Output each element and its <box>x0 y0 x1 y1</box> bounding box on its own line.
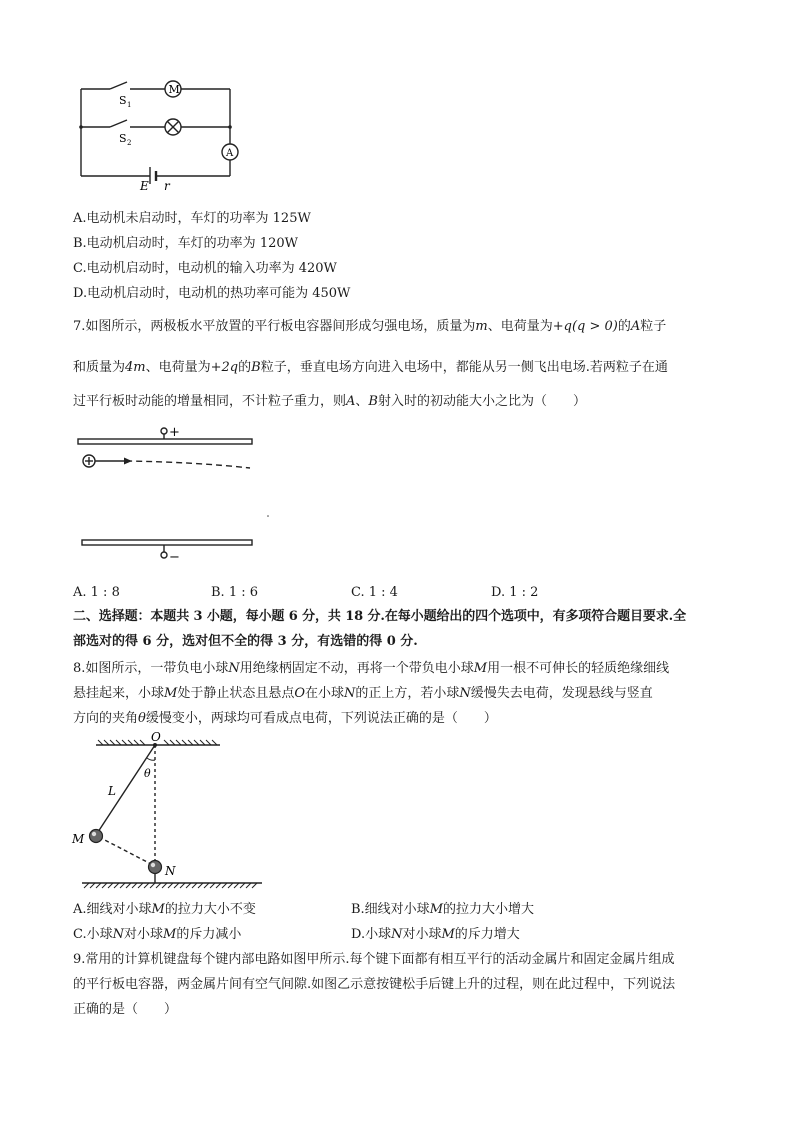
q6-option-c: C.电动机启动时，电动机的输入功率为 420W <box>73 261 337 276</box>
q6-option-d: D.电动机启动时，电动机的热功率可能为 450W <box>73 286 351 301</box>
q6-option-a: A.电动机未启动时，车灯的功率为 125W <box>73 211 311 226</box>
switch-s1-label: S <box>119 94 127 107</box>
capacitor-diagram <box>74 422 274 570</box>
q8-stem-line-1: 8.如图所示，一带负电小球N用绝缘柄固定不动，再将一个带负电小球M用一根不可伸长的轻质绝缘细线 <box>73 661 670 676</box>
q8-option-a: A.细线对小球M的拉力大小不变 <box>73 902 256 917</box>
negative-terminal-label: − <box>169 550 180 565</box>
q8-option-d: D.小球N对小球M的斥力增大 <box>351 927 520 942</box>
pendulum-diagram <box>70 730 270 895</box>
q7-option-c: C. 1 : 4 <box>351 585 398 600</box>
emf-label: E <box>140 179 149 193</box>
q7-option-a: A. 1 : 8 <box>73 585 120 600</box>
q7-option-d: D. 1 : 2 <box>491 585 539 600</box>
q7-stem-line-1: 7.如图所示，两极板水平放置的平行板电容器间形成匀强电场，质量为m、电荷量为+q(q > 0)的A粒子 <box>73 319 667 334</box>
q6-option-b: B.电动机启动时，车灯的功率为 120W <box>73 236 298 251</box>
circuit-diagram <box>70 72 250 194</box>
suspension-point-label: O <box>151 730 161 744</box>
switch-s1-sub: 1 <box>127 101 132 109</box>
switch-s2-sub: 2 <box>127 139 132 147</box>
motor-symbol-label: M <box>168 83 180 96</box>
positive-terminal-label: + <box>169 425 180 440</box>
internal-resistance-label: r <box>164 179 170 193</box>
q8-stem-line-2: 悬挂起来，小球M处于静止状态且悬点O在小球N的正上方，若小球N缓慢失去电荷，发现悬线与竖直 <box>73 686 653 701</box>
q7-stem-line-2: 和质量为4m、电荷量为+2q的B粒子，垂直电场方向进入电场中，都能从另一侧飞出电场.若两粒子在通 <box>73 360 668 375</box>
string-length-label: L <box>108 784 116 798</box>
q9-stem-line-3: 正确的是（ ） <box>73 1002 178 1017</box>
q7-option-b: B. 1 : 6 <box>211 585 259 600</box>
q8-option-b: B.细线对小球M的拉力大小增大 <box>351 902 535 917</box>
q8-option-c: C.小球N对小球M的斥力减小 <box>73 927 242 942</box>
q8-stem-line-3: 方向的夹角θ缓慢变小，两球均可看成点电荷，下列说法正确的是（ ） <box>73 711 497 726</box>
q7-stem-line-3: 过平行板时动能的增量相同，不计粒子重力，则A、B射入时的初动能大小之比为（ ） <box>73 394 586 409</box>
ball-m-label: M <box>72 832 85 846</box>
ammeter-symbol-label: A <box>226 148 234 159</box>
switch-s2-label: S <box>119 132 127 145</box>
q9-stem-line-1: 9.常用的计算机键盘每个键内部电路如图甲所示.每个键下面都有相互平行的活动金属片和固定金属片组成 <box>73 952 675 967</box>
section-two-heading-line-1: 二、选择题：本题共 3 小题，每小题 6 分，共 18 分.在每小题给出的四个选项中，有多项符合题目要求.全 <box>73 609 686 624</box>
q9-stem-line-2: 的平行板电容器，两金属片间有空气间隙.如图乙示意按键松手后键上升的过程，则在此过程中，下列说法 <box>73 977 676 992</box>
angle-theta-label: θ <box>144 767 151 780</box>
section-two-heading-line-2: 部选对的得 6 分，选对但不全的得 3 分，有选错的得 0 分. <box>73 634 418 649</box>
ball-n-label: N <box>165 864 176 878</box>
